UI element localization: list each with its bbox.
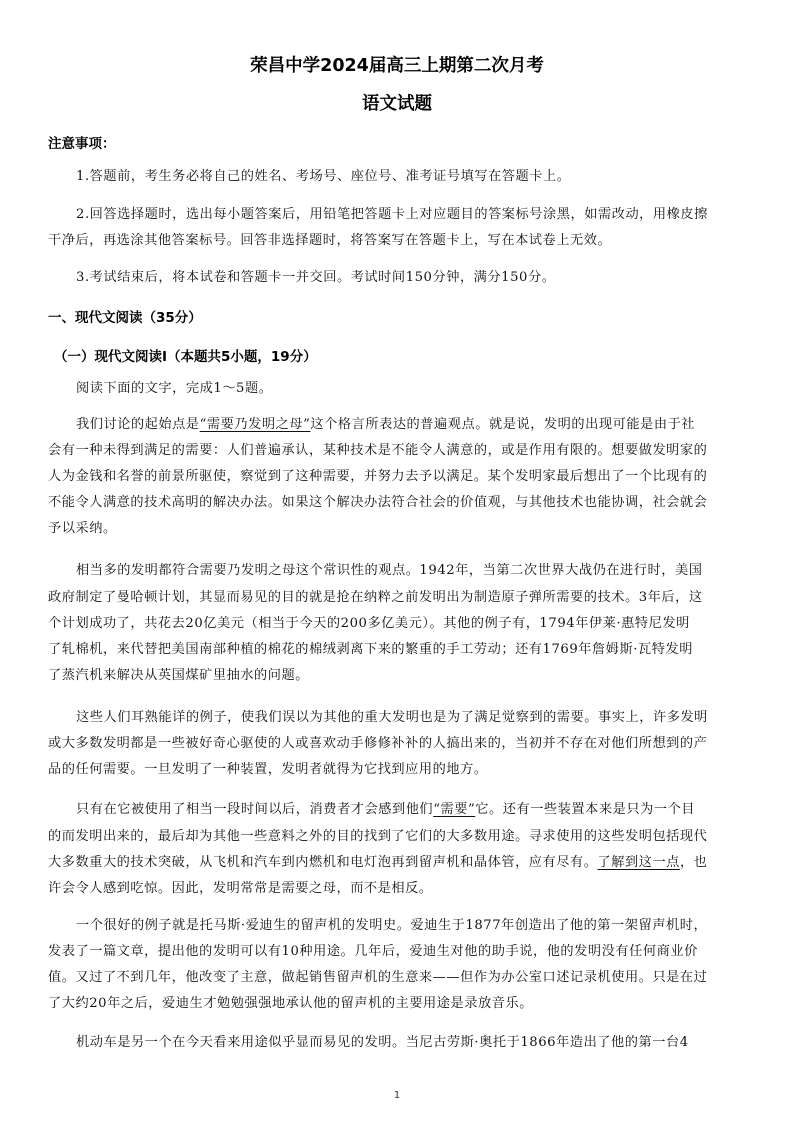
notice-item-2-line-1: 2.回答选择题时，选出每小题答案后，用铅笔把答题卡上对应题目的答案标号涂黑，如需改动，用橡皮擦	[76, 207, 708, 222]
passage-line: 个计划成功了，共花去20亿美元（相当于今天的200多亿美元）。其他的例子有，1794年伊莱·惠特尼发明	[48, 616, 690, 631]
passage-line: 了蒸汽机来解决从英国煤矿里抽水的问题。	[48, 668, 310, 683]
passage-line: 大多数重大的技术突破，从飞机和汽车到内燃机和电灯泡再到留声机和晶体管，应有尽有。了解到这一点，也	[48, 855, 708, 870]
notice-item-2-line-2: 干净后，再选涂其他答案标号。回答非选择题时，将答案写在答题卡上，写在本试卷上无效。	[48, 233, 612, 248]
passage-line: 品的任何需要。一旦发明了一种装置，发明者就得为它找到应用的地方。	[48, 762, 488, 777]
passage-line: 人为金钱和名誉的前景所驱使，察觉到了这种需要，并努力去予以满足。某个发明家最后想出了一个比现有的	[48, 469, 708, 484]
passage-line: 值。又过了不到几年，他改变了主意，做起销售留声机的生意来——但作为办公室口述记录机使用。只是在过	[48, 970, 708, 985]
notice-item-3: 3.考试结束后，将本试卷和答题卡一并交回。考试时间150分钟，满分150分。	[76, 270, 556, 285]
underlined-phrase: “需要”	[433, 802, 476, 817]
passage-line: 机动车是另一个在今天看来用途似乎显而易见的发明。当尼古劳斯·奥托于1866年造出了他的第一台4	[76, 1035, 689, 1050]
passage-line: 相当多的发明都符合需要乃发明之母这个常识性的观点。1942年，当第二次世界大战仍在进行时，美国	[76, 563, 703, 578]
exam-title: 荣昌中学2024届高三上期第二次月考	[250, 56, 544, 76]
page-number: 1	[393, 1090, 401, 1101]
passage-line: 了轧棉机，来代替把美国南部种植的棉花的棉绒剥离下来的繁重的手工劳动；还有1769年詹姆斯·瓦特发明	[48, 642, 693, 657]
subsection-heading: （一）现代文阅读Ⅰ（本题共5小题，19分）	[54, 349, 317, 365]
underlined-phrase: 了解到这一点	[597, 855, 680, 870]
passage-line: 许会令人感到吃惊。因此，发明常常是需要之母，而不是相反。	[48, 881, 433, 896]
passage-line: 不能令人满意的技术高明的解决办法。如果这个解决办法符合社会的价值观，与其他技术也能协调，社会就会	[48, 495, 708, 510]
passage-line: 这些人们耳熟能详的例子，使我们误以为其他的重大发明也是为了满足觉察到的需要。事实上，许多发明	[76, 710, 708, 725]
exam-subtitle: 语文试题	[362, 94, 432, 114]
passage-line: 了大约20年之后，爱迪生才勉勉强强地承认他的留声机的主要用途是录放音乐。	[48, 996, 533, 1011]
passage-line: 或大多数发明都是一些被好奇心驱使的人或喜欢动手修修补补的人搞出来的，当初并不存在对他们所想到的产	[48, 736, 708, 751]
notice-item-1: 1.答题前，考生务必将自己的姓名、考场号、座位号、准考证号填写在答题卡上。	[76, 169, 571, 184]
passage-line: 发表了一篇文章，提出他的发明可以有10种用途。几年后，爱迪生对他的助手说，他的发明没有任何商业价	[48, 944, 698, 959]
passage-line: 政府制定了曼哈顿计划，其显而易见的目的就是抢在纳粹之前发明出为制造原子弹所需要的技术。3年后，这	[48, 590, 703, 605]
passage-line: 一个很好的例子就是托马斯·爱迪生的留声机的发明史。爱迪生于1877年创造出了他的第一架留声机时，	[76, 918, 708, 933]
passage-line: 的而发明出来的，最后却为其他一些意料之外的目的找到了它们的大多数用途。寻求使用的这些发明包括现代	[48, 829, 708, 844]
notice-heading: 注意事项：	[48, 136, 116, 152]
passage-line: 予以采纳。	[48, 521, 117, 536]
underlined-phrase: “需要乃发明之母”	[199, 417, 311, 432]
passage-line: 我们讨论的起始点是“需要乃发明之母”这个格言所表达的普遍观点。就是说，发明的出现可能是由于社	[76, 417, 696, 432]
section-heading: 一、现代文阅读（35分）	[48, 310, 202, 326]
passage-line: 只有在它被使用了相当一段时间以后，消费者才会感到他们“需要”它。还有一些装置本来是只为一个目	[76, 802, 696, 817]
passage-line: 会有一种未得到满足的需要：人们普遍承认，某种技术是不能令人满意的，或是作用有限的。想要做发明家的	[48, 443, 708, 458]
reading-instruction: 阅读下面的文字，完成1～5题。	[76, 381, 273, 396]
